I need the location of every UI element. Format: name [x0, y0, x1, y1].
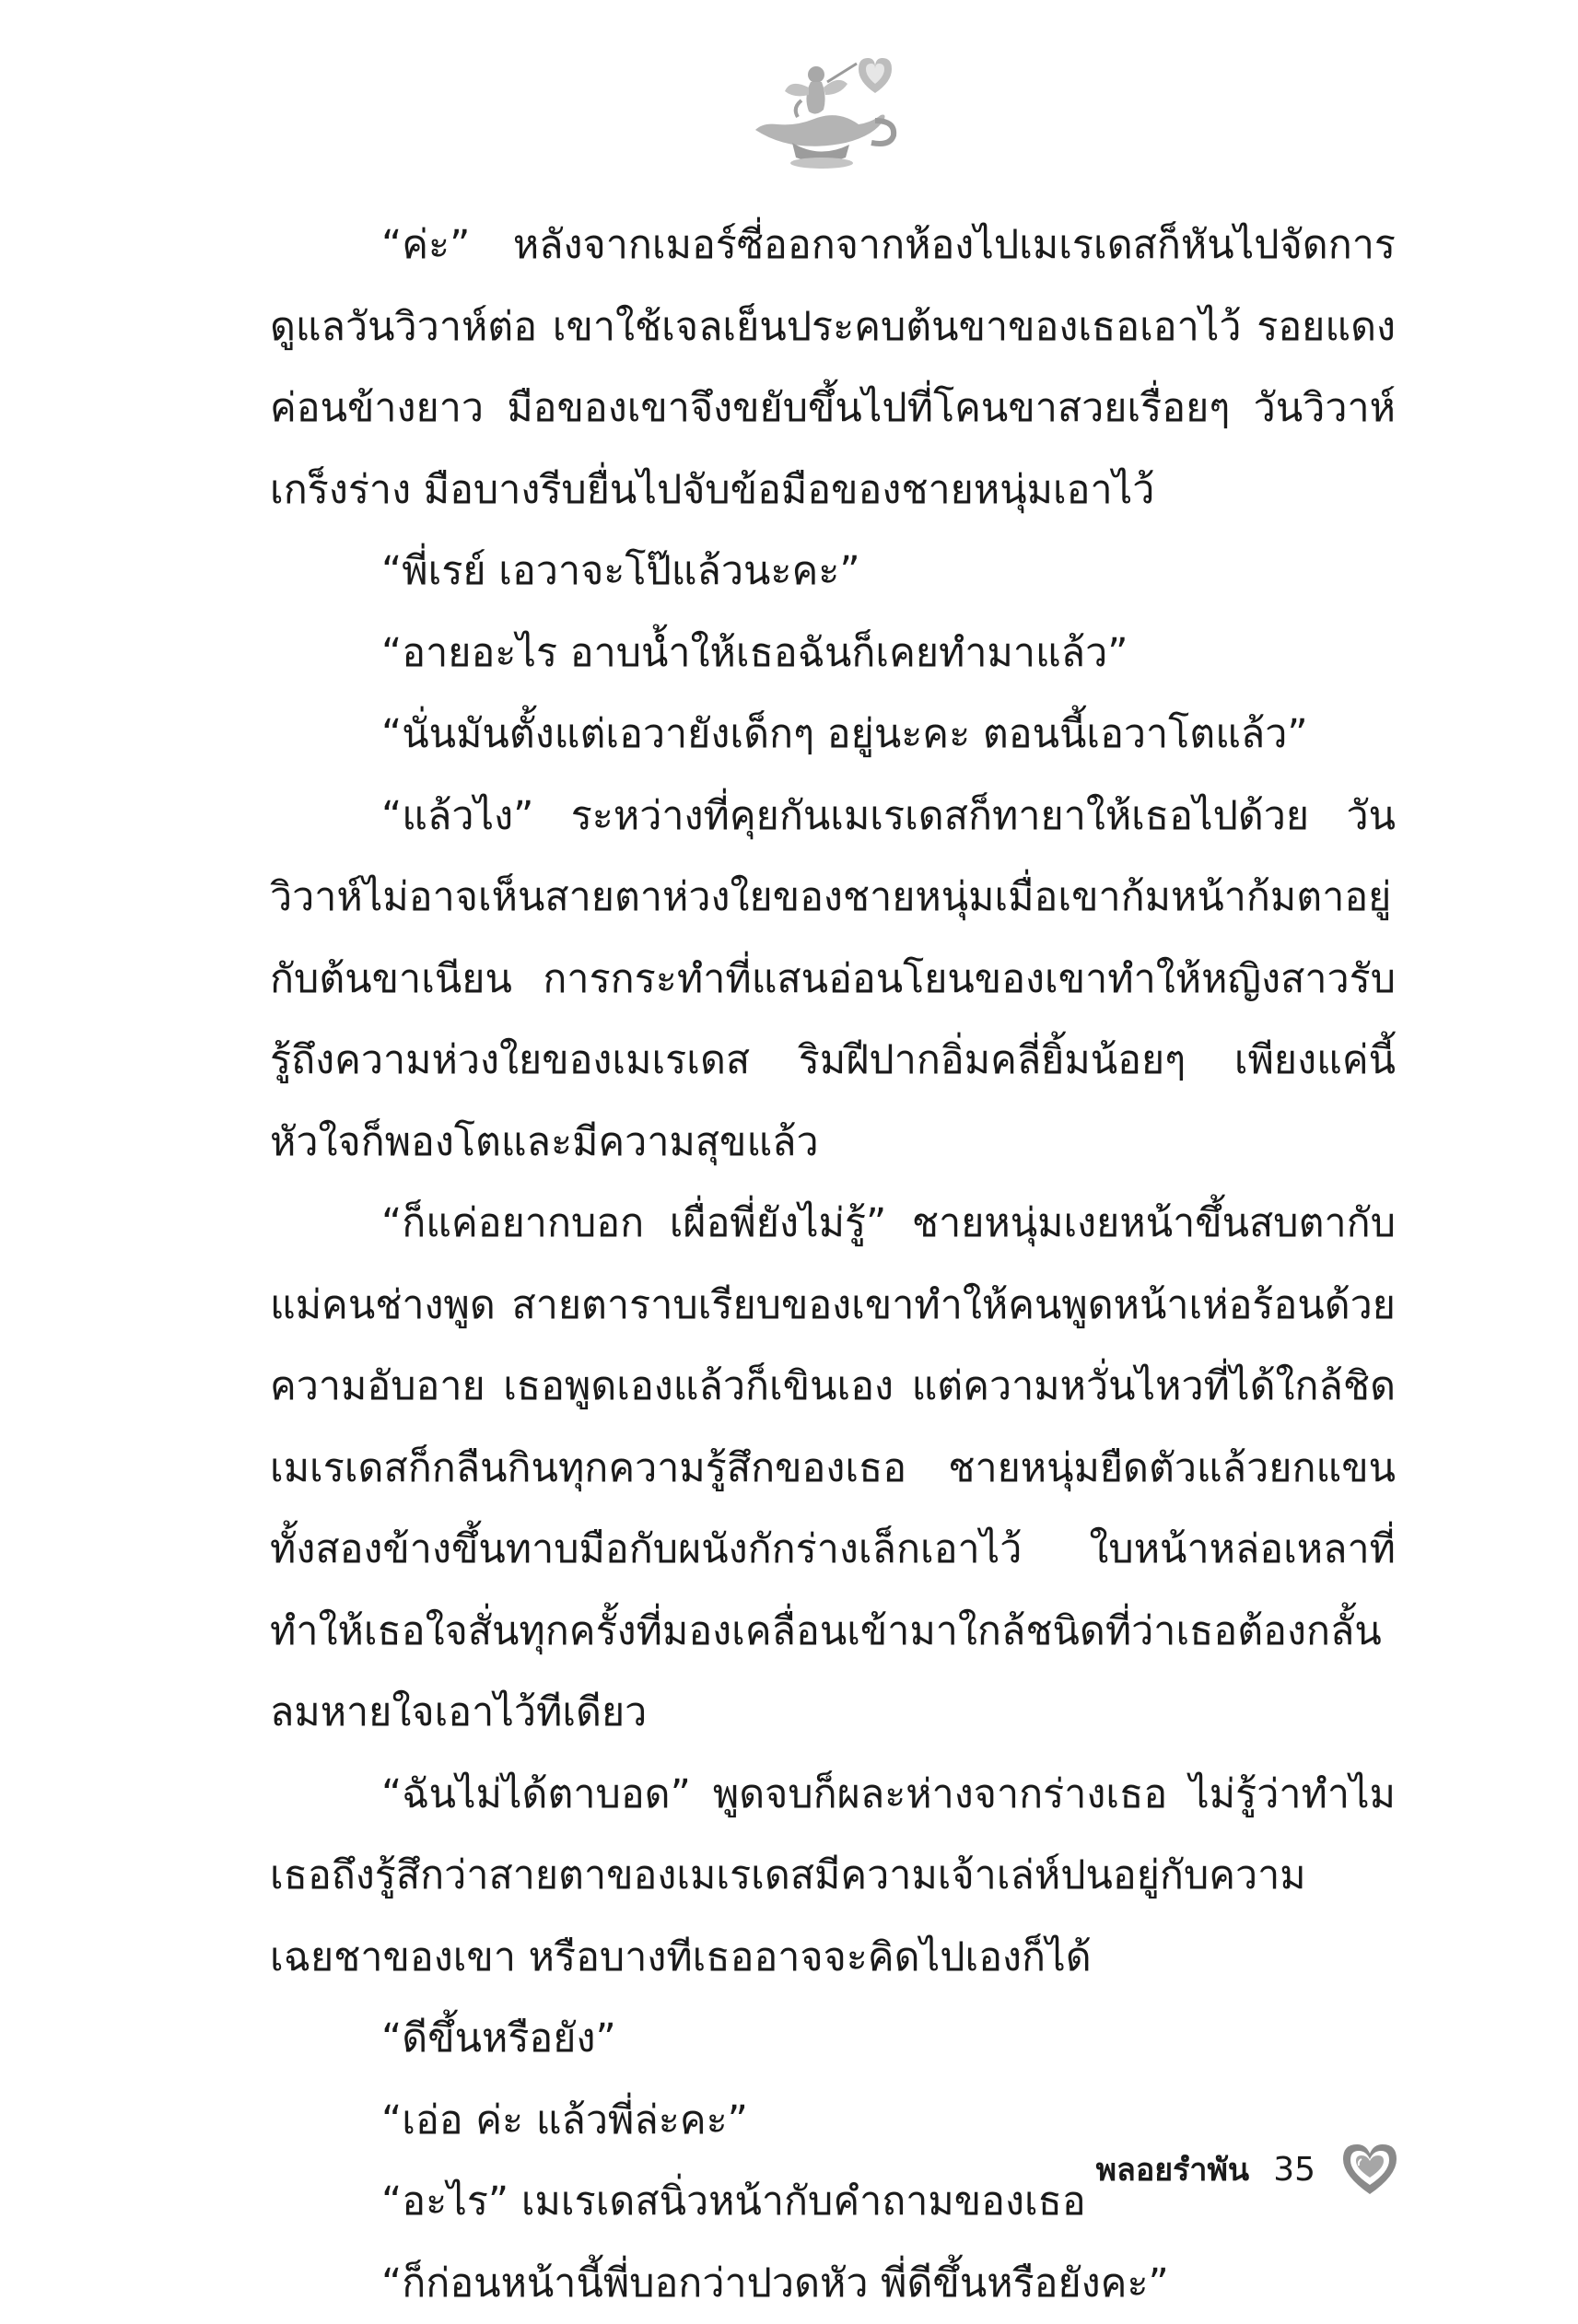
paragraph: “แล้วไง” ระหว่างที่คุยกันเมเรเดสก็ทายาให้เธอไปด้วย วันวิวาห์ไม่อาจเห็นสายตาห่วงใยของชายหนุ่มเมื่อเขาก้มหน้าก้มตาอยู่กับต้นขาเนียน การกระทำที่แสนอ่อนโยนของเขาทำให้หญิงสาวรับรู้ถึงความห่วงใยของเมเรเดส ริมฝีปากอิ่มคลี่ยิ้มน้อยๆ เพียงแค่นี้หัวใจก็พองโตและมีความสุขแล้ว — [270, 776, 1396, 1184]
dialogue-line: “อะไร” เมเรเดสนิ่วหน้ากับคำถามของเธอ — [270, 2161, 1396, 2243]
dialogue-line: “ดีขึ้นหรือยัง” — [270, 1998, 1396, 2080]
chapter-body — [270, 204, 1396, 2065]
page-footer — [1032, 2137, 1400, 2201]
paragraph: “ก็แค่อยากบอก เผื่อพี่ยังไม่รู้” ชายหนุ่มเงยหน้าขึ้นสบตากับแม่คนช่างพูด สายตาราบเรียบของเขาทำให้คนพูดหน้าเห่อร้อนด้วยความอับอาย เธอพูดเองแล้วก็เขินเอง แต่ความหวั่นไหวที่ได้ใกล้ชิดเมเรเดสก็กลืนกินทุกความรู้สึกของเธอ ชายหนุ่มยืดตัวแล้วยกแขนทั้งสองข้างขึ้นทาบมือกับผนังกักร่างเล็กเอาไว้ ใบหน้าหล่อเหลาที่ทำให้เธอใจสั่นทุกครั้งที่มองเคลื่อนเข้ามาใกล้ชนิดที่ว่าเธอต้องกลั้นลมหายใจเอาไว้ทีเดียว — [270, 1183, 1396, 1754]
dialogue-line: “พี่เรย์ เอวาจะโป๊แล้วนะคะ” — [270, 531, 1396, 613]
dialogue-line: “ก็ก่อนหน้านี้พี่บอกว่าปวดหัว พี่ดีขึ้นหรือยังคะ” — [270, 2243, 1396, 2324]
book-title: พลอยรำพัน — [1096, 2144, 1250, 2194]
dialogue-line: “นั่นมันตั้งแต่เอวายังเด็กๆ อยู่นะคะ ตอนนี้เอวาโตแล้ว” — [270, 694, 1396, 776]
dialogue-line: “อายอะไร อาบน้ำให้เธอฉันก็เคยทำมาแล้ว” — [270, 613, 1396, 695]
dialogue-line: “เอ่อ ค่ะ แล้วพี่ล่ะคะ” — [270, 2080, 1396, 2162]
paragraph: “ค่ะ” หลังจากเมอร์ซี่ออกจากห้องไปเมเรเดสก็หันไปจัดการดูแลวันวิวาห์ต่อ เขาใช้เจลเย็นประคบต้นขาของเธอเอาไว้ รอยแดงค่อนข้างยาว มือของเขาจึงขยับขึ้นไปที่โคนขาสวยเรื่อยๆ วันวิวาห์เกร็งร่าง มือบางรีบยื่นไปจับข้อมือของชายหนุ่มเอาไว้ — [270, 204, 1396, 531]
heart-icon — [1339, 2141, 1400, 2198]
cupid-teapot-ornament-icon — [737, 51, 903, 180]
page-number: 35 — [1273, 2151, 1315, 2189]
paragraph: “ฉันไม่ได้ตาบอด” พูดจบก็ผละห่างจากร่างเธอ ไม่รู้ว่าทำไมเธอถึงรู้สึกว่าสายตาของเมเรเดสมีความเจ้าเล่ห์ปนอยู่กับความเฉยชาของเขา หรือบางทีเธออาจจะคิดไปเองก็ได้ — [270, 1754, 1396, 1999]
